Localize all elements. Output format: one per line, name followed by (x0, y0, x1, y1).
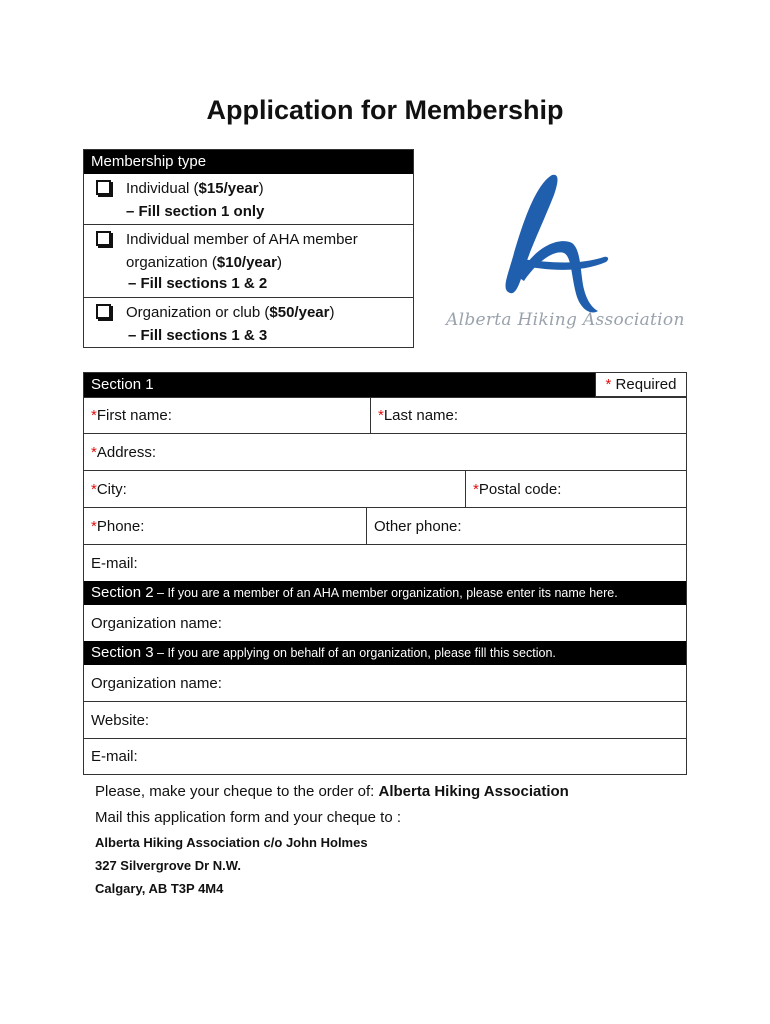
individual-checkbox[interactable] (96, 180, 111, 195)
section3-org-row (84, 665, 686, 701)
address-field[interactable]: * Address: (91, 443, 157, 461)
option-note: – Fill sections 1 & 3 (128, 327, 268, 344)
section1-title: Section 1 (91, 376, 154, 393)
phone-field[interactable]: * Phone: (91, 517, 145, 535)
city-row (84, 470, 686, 507)
option-label: Organization or club ($50/year) (126, 304, 335, 321)
option-individual[interactable] (84, 174, 413, 224)
address-row (84, 433, 686, 470)
option-label: Individual ($15/year) (126, 180, 264, 197)
logo-wordmark: Alberta Hiking Association (446, 310, 685, 330)
mailing-address-line1: Alberta Hiking Association c/o John Holmes (95, 835, 368, 850)
postal-code-field[interactable]: * Postal code: (465, 471, 686, 507)
section3-header (84, 641, 686, 665)
organization-checkbox[interactable] (96, 304, 111, 319)
section3-email-row (84, 738, 686, 774)
other-phone-field[interactable]: Other phone: (366, 508, 686, 544)
phone-row (84, 507, 686, 544)
member-org-checkbox[interactable] (96, 231, 111, 246)
section3-website-row (84, 701, 686, 738)
mailing-address-line3: Calgary, AB T3P 4M4 (95, 881, 224, 896)
required-legend: * Required (595, 372, 687, 397)
section1-header (84, 373, 686, 397)
section3-org-name-field[interactable]: Organization name: (91, 674, 222, 692)
application-table (83, 372, 687, 775)
email-row (84, 544, 686, 581)
section2-header (84, 581, 686, 605)
cheque-instruction: Please, make your cheque to the order of: Alberta Hiking Association (95, 783, 569, 800)
section3-website-field[interactable]: Website: (91, 711, 150, 729)
section3-email-field[interactable]: E-mail: (91, 748, 138, 765)
name-row (84, 397, 686, 433)
first-name-field[interactable]: * First name: (91, 407, 172, 424)
page-title: Application for Membership (206, 95, 564, 125)
membership-type-header: Membership type (84, 150, 413, 174)
mail-instruction: Mail this application form and your cheque to : (95, 809, 401, 826)
membership-type-box (83, 149, 414, 348)
section2-title: Section 2 – If you are a member of an AHA member organization, please enter its name here. (91, 584, 618, 601)
last-name-field[interactable]: * Last name: (370, 398, 686, 433)
city-field[interactable]: * City: (91, 480, 127, 498)
logo-h-stroke (506, 175, 558, 293)
email-field[interactable]: E-mail: (91, 554, 138, 572)
option-organization[interactable] (84, 297, 413, 347)
option-note: – Fill section 1 only (126, 203, 265, 220)
section2-org-name-field[interactable]: Organization name: (91, 614, 222, 632)
option-label: Individual member of AHA member (126, 231, 358, 248)
mailing-address-line2: 327 Silvergrove Dr N.W. (95, 858, 241, 873)
option-note: – Fill sections 1 & 2 (128, 275, 268, 292)
option-label-line2: organization ($10/year) (126, 254, 282, 271)
section2-org-row (84, 605, 686, 641)
section3-title: Section 3 – If you are applying on behalf of an organization, please fill this section. (91, 644, 556, 661)
option-member-org[interactable] (84, 224, 413, 297)
